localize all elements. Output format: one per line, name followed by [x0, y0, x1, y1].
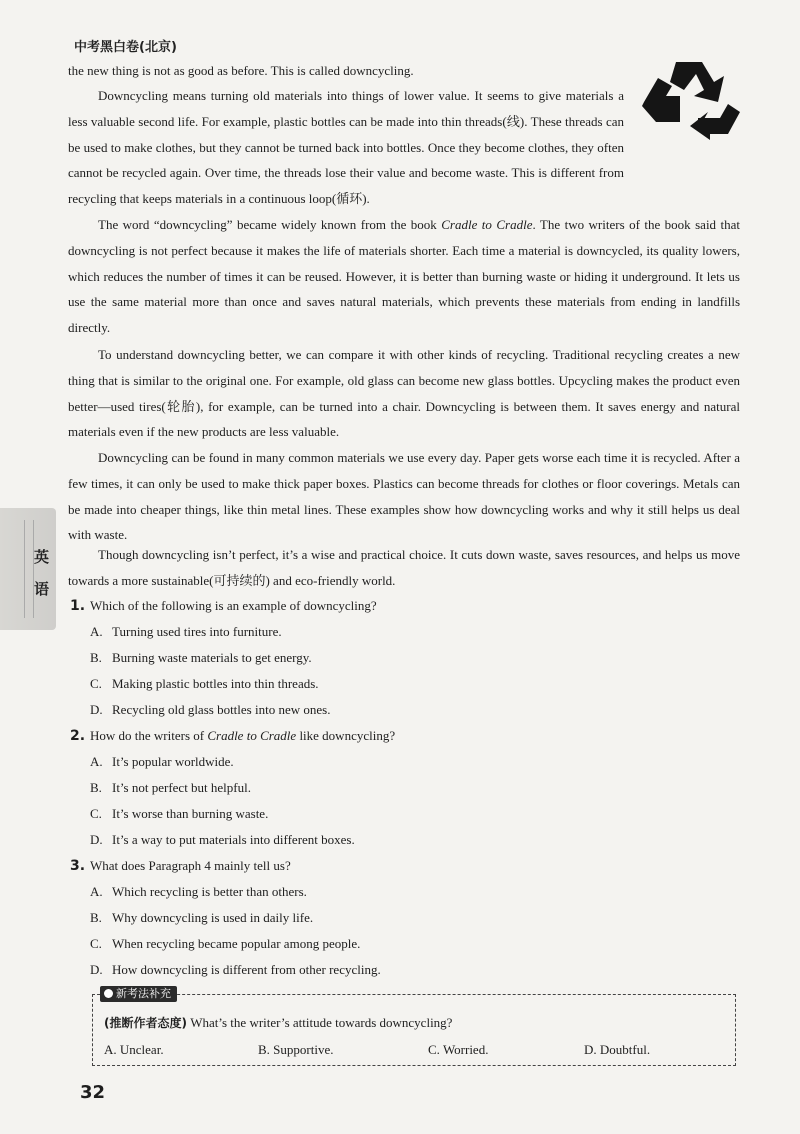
option[interactable]: A. Turning used tires into furniture.: [90, 624, 282, 639]
side-tab-char: 英: [34, 548, 50, 566]
option[interactable]: B. Why downcycling is used in daily life.: [90, 910, 314, 925]
passage-paragraph-5: Downcycling can be found in many common materials we use every day. Paper gets worse each time it is recycled. After a few times, it can only be used to make thick paper boxes. Plastics can become threads for clothes or floor coverings. Metals can be made into cheaper things, like thin metal lines. These examples show how downcycling works and why it still helps us deal with waste.: [68, 450, 740, 543]
passage-paragraph-2: Downcycling means turning old materials into things of lower value. It seems to give materials a less valuable second life. For example, plastic bottles can be made into thin threads(线). These threads can be used to make clothes, but they cannot be turned back into bottles. Once they become clothes, they often cannot be recycled again. Over time, the threads lose their value and become waste. This is different from recycling that keeps materials in a continuous loop(循环).: [68, 88, 624, 207]
option[interactable]: C. It’s worse than burning waste.: [90, 806, 269, 821]
passage-paragraph-6: Though downcycling isn’t perfect, it’s a wise and practical choice. It cuts down waste, saves resources, and helps us move towards a more sustainable(可持续的) and eco-friendly world.: [68, 547, 740, 588]
page-number: 32: [80, 1082, 106, 1103]
option[interactable]: C. When recycling became popular among people.: [90, 936, 361, 951]
passage-paragraph-1: the new thing is not as good as before. This is called downcycling.: [68, 63, 414, 78]
question-1: 1. Which of the following is an example of downcycling?: [70, 598, 377, 614]
book-title: Cradle to Cradle: [441, 217, 533, 232]
option[interactable]: A. Unclear.: [104, 1042, 164, 1057]
passage-paragraph-3: The word “downcycling” became widely known from the book Cradle to Cradle. The two writers of the book said that downcycling is not perfect because it makes the life of materials shorter. Each time a material is downcycled, its quality lowers, which reduces the number of times it can be reused. However, it is better than burning waste or hiding it underground. It lets us use the same material more than once and saves natural materials, which prevents these materials from ending in landfills directly.: [68, 217, 740, 336]
option[interactable]: C. Making plastic bottles into thin threads.: [90, 676, 319, 691]
side-tab-char: 语: [34, 580, 50, 598]
option[interactable]: D. It’s a way to put materials into different boxes.: [90, 832, 355, 847]
supplement-question: (推断作者态度) What’s the writer’s attitude towards downcycling?: [104, 1015, 453, 1030]
option[interactable]: B. Burning waste materials to get energy.: [90, 650, 312, 665]
option[interactable]: C. Worried.: [428, 1042, 489, 1057]
option[interactable]: A. It’s popular worldwide.: [90, 754, 234, 769]
option[interactable]: A. Which recycling is better than others.: [90, 884, 307, 899]
option[interactable]: D. How downcycling is different from other recycling.: [90, 962, 381, 977]
option[interactable]: D. Doubtful.: [584, 1042, 651, 1057]
question-2: 2. How do the writers of Cradle to Cradle like downcycling?: [70, 728, 396, 744]
option[interactable]: B. It’s not perfect but helpful.: [90, 780, 251, 795]
option[interactable]: B. Supportive.: [258, 1042, 334, 1057]
bullet-icon: [104, 989, 113, 998]
option[interactable]: D. Recycling old glass bottles into new ones.: [90, 702, 331, 717]
subject-side-tab: [0, 508, 56, 630]
page-header: 中考黑白卷(北京): [74, 40, 177, 55]
question-3: 3. What does Paragraph 4 mainly tell us?: [70, 858, 291, 874]
passage-paragraph-4: To understand downcycling better, we can compare it with other kinds of recycling. Traditional recycling creates a new thing that is similar to the original one. For example, old glass can become new glass bottles. Upcycling makes the product even better—used tires(轮胎), for example, can be turned into a chair. Downcycling is between them. It saves energy and natural materials even if the new products are less valuable.: [68, 347, 740, 440]
supplement-tag: 新考法补充: [100, 986, 177, 1002]
